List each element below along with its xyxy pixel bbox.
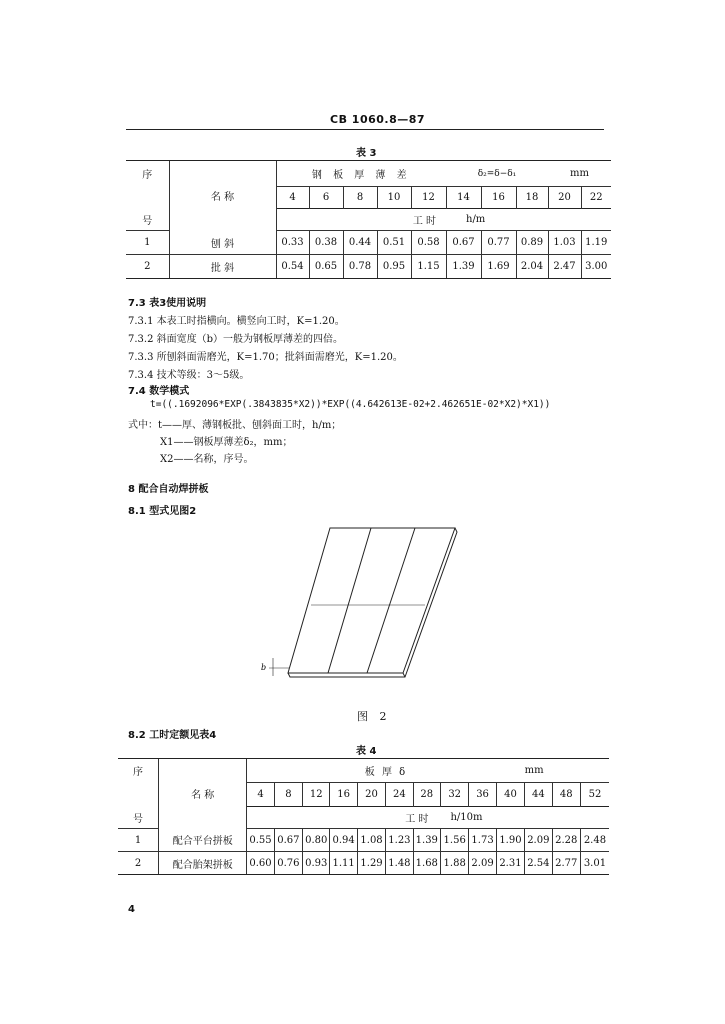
value-cell: 0.77 xyxy=(481,231,516,255)
figure-2-plate-drawing xyxy=(255,518,465,688)
table-row xyxy=(126,231,611,255)
thickness-cell: 8 xyxy=(274,783,302,807)
row-name: 批 斜 xyxy=(169,255,276,279)
thickness-cell: 18 xyxy=(516,187,548,209)
value-cell: 1.39 xyxy=(413,829,440,852)
value-cell: 0.58 xyxy=(411,231,446,255)
value-cell: 1.56 xyxy=(440,829,468,852)
value-cell: 1.73 xyxy=(469,829,496,852)
table4-title: 表 4 xyxy=(356,746,377,757)
group-header: 钢 板 厚 薄 差 xyxy=(276,161,446,187)
thickness-cell: 12 xyxy=(411,187,446,209)
formula-x2: X2——名称，序号。 xyxy=(160,454,254,465)
row-seq: 1 xyxy=(126,231,169,255)
table-row xyxy=(126,255,611,279)
row-seq: 1 xyxy=(118,829,159,852)
standard-code: CB 1060.8—87 xyxy=(330,113,426,126)
thickness-cell: 22 xyxy=(581,187,611,209)
time-label: 工 时 xyxy=(276,209,446,231)
section-7-4-heading: 7.4 数学模式 xyxy=(128,386,190,397)
value-cell: 1.68 xyxy=(413,852,440,875)
section-7-3-item: 7.3.2 斜面宽度（b）一般为钢板厚薄差的四倍。 xyxy=(128,334,344,345)
value-cell: 0.78 xyxy=(343,255,377,279)
section-7-3-item: 7.3.1 本表工时指横向。横竖向工时，K=1.20。 xyxy=(128,316,345,327)
thickness-cell: 40 xyxy=(496,783,524,807)
value-cell: 0.54 xyxy=(276,255,309,279)
table3-title: 表 3 xyxy=(356,148,377,159)
value-cell: 0.38 xyxy=(309,231,343,255)
time-label: 工 时 xyxy=(247,807,441,829)
value-cell: 3.00 xyxy=(581,255,611,279)
table3 xyxy=(126,160,611,279)
group-formula: δ₂=δ−δ₁ xyxy=(446,161,548,187)
value-cell: 2.47 xyxy=(548,255,581,279)
group-header: 板 厚 δ xyxy=(247,759,525,783)
seq-header-bottom: 号 xyxy=(126,209,169,231)
value-cell: 0.51 xyxy=(377,231,411,255)
value-cell: 1.90 xyxy=(496,829,524,852)
value-cell: 0.67 xyxy=(274,829,302,852)
value-cell: 0.33 xyxy=(276,231,309,255)
thickness-cell: 44 xyxy=(525,783,552,807)
row-seq: 2 xyxy=(118,852,159,875)
value-cell: 1.03 xyxy=(548,231,581,255)
figure-caption: 图 2 xyxy=(357,710,391,723)
thickness-cell: 4 xyxy=(247,783,274,807)
section-8-2: 8.2 工时定额见表4 xyxy=(128,730,217,741)
value-cell: 1.19 xyxy=(581,231,611,255)
value-cell: 0.67 xyxy=(446,231,481,255)
thickness-cell: 16 xyxy=(481,187,516,209)
section-8-1: 8.1 型式见图2 xyxy=(128,506,197,517)
time-unit: h/10m xyxy=(440,807,609,829)
seq-header: 序 xyxy=(126,161,169,187)
thickness-cell: 12 xyxy=(303,783,330,807)
table-row xyxy=(118,829,609,852)
thickness-cell: 10 xyxy=(377,187,411,209)
value-cell: 0.80 xyxy=(303,829,330,852)
value-cell: 0.55 xyxy=(247,829,274,852)
value-cell: 2.04 xyxy=(516,255,548,279)
row-seq: 2 xyxy=(126,255,169,279)
thickness-cell: 24 xyxy=(386,783,413,807)
value-cell: 1.69 xyxy=(481,255,516,279)
math-formula: t=((.1692096*EXP(.3843835*X2))*EXP((4.642613E-02+2.462651E-02*X2)*X1)) xyxy=(150,399,551,410)
time-unit: h/m xyxy=(446,209,611,231)
value-cell: 1.11 xyxy=(330,852,357,875)
figure-label-b: b xyxy=(261,663,267,672)
value-cell: 2.48 xyxy=(580,829,609,852)
thickness-cell: 32 xyxy=(440,783,468,807)
value-cell: 0.95 xyxy=(377,255,411,279)
value-cell: 0.89 xyxy=(516,231,548,255)
value-cell: 2.54 xyxy=(525,852,552,875)
section-8-heading: 8 配合自动焊拼板 xyxy=(128,484,209,495)
thickness-cell: 52 xyxy=(580,783,609,807)
group-unit: mm xyxy=(548,161,611,187)
formula-where: 式中：t——厚、薄钢板批、刨斜面工时，h/m； xyxy=(128,420,342,431)
value-cell: 1.29 xyxy=(357,852,385,875)
value-cell: 2.77 xyxy=(552,852,580,875)
value-cell: 2.28 xyxy=(552,829,580,852)
value-cell: 2.09 xyxy=(469,852,496,875)
header-rule xyxy=(126,129,604,130)
name-header: 名 称 xyxy=(169,161,276,231)
thickness-cell: 8 xyxy=(343,187,377,209)
name-header: 名 称 xyxy=(159,759,247,829)
formula-x1: X1——钢板厚薄差δ₂，mm； xyxy=(160,437,293,448)
row-name: 配合胎架拼板 xyxy=(159,852,247,875)
thickness-cell: 16 xyxy=(330,783,357,807)
value-cell: 3.01 xyxy=(580,852,609,875)
value-cell: 0.65 xyxy=(309,255,343,279)
thickness-cell: 28 xyxy=(413,783,440,807)
value-cell: 0.76 xyxy=(274,852,302,875)
value-cell: 0.94 xyxy=(330,829,357,852)
value-cell: 1.15 xyxy=(411,255,446,279)
seq-header: 序 xyxy=(118,759,159,783)
thickness-cell: 48 xyxy=(552,783,580,807)
thickness-cell: 20 xyxy=(357,783,385,807)
value-cell: 0.60 xyxy=(247,852,274,875)
value-cell: 1.39 xyxy=(446,255,481,279)
value-cell: 2.31 xyxy=(496,852,524,875)
section-7-3-item: 7.3.4 技术等级：3～5级。 xyxy=(128,370,250,381)
section-7-3-item: 7.3.3 所刨斜面需磨光，K=1.70；批斜面需磨光，K=1.20。 xyxy=(128,352,403,363)
thickness-cell: 14 xyxy=(446,187,481,209)
table-row xyxy=(118,852,609,875)
seq-header-bottom: 号 xyxy=(118,807,159,829)
page-number: 4 xyxy=(128,904,135,915)
thickness-cell: 36 xyxy=(469,783,496,807)
value-cell: 1.23 xyxy=(386,829,413,852)
row-name: 刨 斜 xyxy=(169,231,276,255)
value-cell: 1.48 xyxy=(386,852,413,875)
thickness-cell: 6 xyxy=(309,187,343,209)
row-name: 配合平台拼板 xyxy=(159,829,247,852)
value-cell: 2.09 xyxy=(525,829,552,852)
thickness-cell: 20 xyxy=(548,187,581,209)
thickness-cell: 4 xyxy=(276,187,309,209)
group-unit: mm xyxy=(525,759,609,783)
value-cell: 0.93 xyxy=(303,852,330,875)
value-cell: 0.44 xyxy=(343,231,377,255)
value-cell: 1.08 xyxy=(357,829,385,852)
section-7-3-heading: 7.3 表3使用说明 xyxy=(128,298,207,309)
table4 xyxy=(118,758,609,875)
value-cell: 1.88 xyxy=(440,852,468,875)
